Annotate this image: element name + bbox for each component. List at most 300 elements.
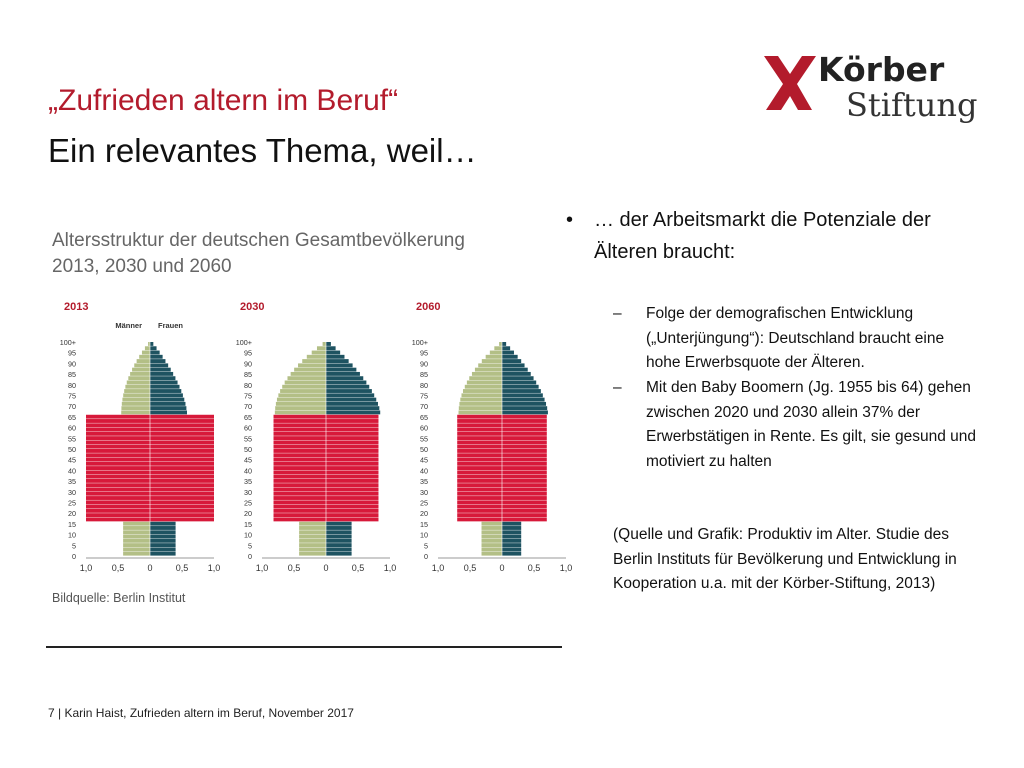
pyramid-bar-men (86, 440, 150, 444)
pyramid-bar-men (86, 509, 150, 513)
pyramid-bar-men (86, 475, 150, 479)
pyramid-bar-men (274, 423, 326, 427)
x-tick-label: 1,0 (559, 563, 573, 573)
pyramid-bar-men (86, 423, 150, 427)
pyramid-bar-women (150, 363, 168, 367)
pyramid-bar-men (137, 359, 150, 363)
pyramid-bar-men (122, 398, 150, 402)
pyramid-bar-women (150, 415, 214, 419)
pyramid-bar-men (457, 466, 502, 470)
age-tick-label: 0 (248, 552, 252, 561)
pyramid-bar-women (326, 385, 369, 389)
pyramid-bar-women (150, 440, 214, 444)
pyramid-bar-men (472, 372, 502, 376)
pyramid-bar-women (502, 547, 521, 551)
x-tick-label: 0,5 (527, 563, 541, 573)
pyramid-bar-women (150, 445, 214, 449)
pyramid-bar-women (150, 436, 214, 440)
pyramid-bar-men (482, 547, 502, 551)
age-tick-label: 85 (68, 370, 76, 380)
x-tick-label: 0,5 (111, 563, 125, 573)
pyramid-bar-women (502, 458, 547, 462)
pyramid-bar-men (457, 419, 502, 423)
age-tick-label: 45 (420, 455, 428, 465)
age-tick-label: 40 (420, 466, 428, 476)
age-tick-label: 10 (244, 530, 252, 540)
age-tick-label: 40 (68, 466, 76, 476)
age-tick-label: 40 (244, 466, 252, 476)
pyramid-bar-men (123, 393, 150, 397)
pyramid-bar-women (502, 445, 547, 449)
pyramid-bar-women (502, 406, 547, 410)
pyramid-bar-women (502, 428, 547, 432)
pyramid-bar-men (130, 372, 150, 376)
pyramid-bar-men (482, 552, 502, 556)
pyramid-bar-men (86, 513, 150, 517)
pyramid-bar-men (134, 363, 150, 367)
pyramid-bar-women (502, 483, 547, 487)
pyramid-bar-women (326, 552, 352, 556)
pyramid-bar-women (502, 393, 543, 397)
age-tick-label: 45 (244, 455, 252, 465)
pyramid-bar-women (326, 526, 352, 530)
pyramid-bar-men (123, 552, 150, 556)
chart-title-line2: 2013, 2030 und 2060 (52, 256, 232, 277)
pyramid-bar-men (482, 543, 502, 547)
pyramid-bar-men (86, 470, 150, 474)
pyramid-bar-women (502, 509, 547, 513)
pyramid-bar-men (274, 449, 326, 453)
pyramid-bar-men (494, 346, 502, 350)
pyramid-bar-men (86, 500, 150, 504)
pyramid-bar-women (326, 372, 360, 376)
pyramid-bar-women (150, 513, 214, 517)
pyramid-bar-men (459, 406, 502, 410)
pyramid-bar-women (502, 535, 521, 539)
bullet-marker: • (566, 209, 574, 231)
pyramid-bar-women (326, 389, 372, 393)
age-tick-label: 75 (420, 391, 428, 401)
pyramid-bar-women (326, 376, 363, 380)
pyramid-bar-men (274, 440, 326, 444)
pyramid-bar-women (326, 453, 378, 457)
age-tick-label: 50 (420, 445, 428, 454)
pyramid-bar-women (150, 492, 214, 496)
pyramid-bar-women (150, 406, 186, 410)
age-tick-label: 90 (68, 359, 76, 369)
age-tick-label: 15 (420, 519, 428, 529)
pyramid-bar-men (275, 406, 326, 410)
pyramid-bar-men (482, 359, 502, 363)
pyramid-bar-women (150, 359, 165, 363)
pyramid-bar-women (502, 415, 547, 419)
pyramid-bar-men (457, 453, 502, 457)
pyramid-bar-women (150, 517, 214, 521)
pyramid-bar-men (86, 445, 150, 449)
pyramid-bar-women (326, 406, 379, 410)
pyramid-bar-women (502, 376, 534, 380)
pyramid-bar-men (274, 475, 326, 479)
pyramid-bar-men (274, 483, 326, 487)
pyramid-bar-women (326, 530, 352, 534)
x-tick-label: 0,5 (287, 563, 301, 573)
age-tick-label: 80 (68, 380, 76, 390)
age-tick-label: 55 (420, 434, 428, 444)
pyramid-bar-men (499, 342, 502, 346)
pyramid-bar-men (139, 355, 150, 359)
pyramid-bar-women (150, 342, 153, 346)
pyramid-bar-men (121, 406, 150, 410)
x-tick-label: 1,0 (79, 563, 93, 573)
pyramid-bar-women (326, 359, 349, 363)
pyramid-bar-men (274, 479, 326, 483)
pyramid-bar-men (291, 372, 326, 376)
age-tick-label: 95 (244, 348, 252, 358)
pyramid-bar-men (299, 530, 326, 534)
population-pyramids-chart (44, 292, 573, 592)
age-tick-label: 80 (244, 380, 252, 390)
pyramid-bar-men (459, 402, 502, 406)
pyramid-bar-women (150, 355, 163, 359)
age-tick-label: 100+ (235, 338, 252, 347)
pyramid-bar-women (326, 432, 378, 436)
pyramid-bar-women (502, 423, 547, 427)
chart-title (52, 228, 465, 280)
pyramid-bar-women (326, 445, 378, 449)
pyramid-bar-men (86, 458, 150, 462)
pyramid-bar-men (132, 368, 150, 372)
pyramid-bar-women (326, 458, 378, 462)
pyramid-bar-women (502, 462, 547, 466)
pyramid-bar-men (457, 479, 502, 483)
pyramid-bar-women (502, 342, 506, 346)
pyramid-bar-women (150, 505, 214, 509)
pyramid-bar-men (486, 355, 502, 359)
pyramid-bar-men (86, 505, 150, 509)
pyramid-bar-women (502, 513, 547, 517)
age-tick-label: 95 (68, 348, 76, 358)
pyramid-bar-women (326, 398, 376, 402)
pyramid-bar-women (326, 479, 378, 483)
pyramid-bar-women (502, 479, 547, 483)
age-tick-label: 5 (248, 541, 252, 551)
pyramid-bar-men (298, 363, 326, 367)
pyramid-bar-men (457, 470, 502, 474)
pyramid-bar-women (150, 449, 214, 453)
pyramid-bar-women (150, 402, 185, 406)
pyramid-bar-men (277, 398, 326, 402)
age-tick-label: 10 (68, 530, 76, 540)
pyramid-bar-women (502, 419, 547, 423)
chart-title-line1: Altersstruktur der deutschen Gesamtbevölkerung (52, 230, 465, 251)
pyramid-bar-men (274, 462, 326, 466)
pyramid-bar-women (502, 432, 547, 436)
pyramid-bar-men (490, 351, 502, 355)
age-tick-label: 70 (420, 402, 428, 412)
pyramid-bar-men (274, 445, 326, 449)
pyramid-bar-men (312, 351, 326, 355)
pyramid-bar-women (326, 535, 352, 539)
pyramid-bar-women (326, 381, 366, 385)
pyramid-bar-men (124, 389, 150, 393)
pyramid-bar-women (326, 351, 340, 355)
pyramid-bar-women (150, 432, 214, 436)
pyramid-bar-men (478, 363, 502, 367)
pyramid-bar-men (482, 530, 502, 534)
pyramid-bar-men (123, 543, 150, 547)
pyramid-bar-women (502, 346, 510, 350)
x-tick-label: 1,0 (431, 563, 445, 573)
pyramid-bar-men (287, 376, 326, 380)
pyramid-bar-women (502, 475, 547, 479)
pyramid-bar-women (326, 436, 378, 440)
pyramid-bar-women (502, 552, 521, 556)
age-tick-label: 20 (68, 509, 76, 519)
pyramid-bar-women (502, 359, 521, 363)
pyramid-bar-men (86, 415, 150, 419)
pyramid-bar-women (326, 368, 356, 372)
pyramid-year-label-2030: 2030 (240, 301, 265, 313)
pyramid-year-label-2060: 2060 (416, 301, 441, 313)
pyramid-bar-women (326, 419, 378, 423)
pyramid-bar-men (86, 488, 150, 492)
pyramid-bar-women (502, 539, 521, 543)
pyramid-bar-women (326, 342, 331, 346)
pyramid-bar-women (502, 492, 547, 496)
pyramid-bar-men (145, 346, 150, 350)
age-tick-label: 55 (244, 434, 252, 444)
age-tick-label: 100+ (411, 338, 428, 347)
sub-bullet-text: Mit den Baby Boomern (Jg. 1955 bis 64) gehen zwischen 2020 und 2030 allein 37% der Erwerbstätigen in Rente. Es gilt, sie gesund und motiviert zu halten (646, 379, 976, 470)
pyramid-bar-men (457, 458, 502, 462)
age-tick-label: 20 (420, 509, 428, 519)
pyramid-bar-women (150, 475, 214, 479)
pyramid-bar-men (462, 393, 502, 397)
pyramid-bar-men (457, 445, 502, 449)
age-tick-label: 10 (420, 530, 428, 540)
pyramid-bar-men (299, 543, 326, 547)
pyramid-bar-women (150, 526, 176, 530)
x-tick-label: 0,5 (175, 563, 189, 573)
x-tick-label: 1,0 (383, 563, 397, 573)
pyramid-bar-men (274, 453, 326, 457)
age-tick-label: 20 (244, 509, 252, 519)
x-tick-label: 0 (499, 563, 505, 573)
pyramid-bar-women (502, 385, 539, 389)
pyramid-bar-women (326, 402, 378, 406)
pyramid-bar-men (482, 526, 502, 530)
pyramid-bar-men (86, 462, 150, 466)
pyramid-bar-men (459, 410, 502, 414)
pyramid-bar-men (121, 410, 150, 414)
pyramid-bar-women (150, 410, 187, 414)
pyramid-bar-men (278, 393, 326, 397)
age-tick-label: 80 (420, 380, 428, 390)
pyramid-bar-women (150, 368, 171, 372)
pyramid-bar-women (502, 363, 525, 367)
age-tick-label: 35 (420, 477, 428, 487)
pyramid-bar-women (326, 539, 352, 543)
pyramid-bar-men (274, 509, 326, 513)
pyramid-bar-men (274, 505, 326, 509)
pyramid-bar-men (307, 355, 326, 359)
pyramid-bar-women (326, 440, 378, 444)
x-tick-label: 1,0 (255, 563, 269, 573)
age-tick-label: 0 (424, 552, 428, 561)
age-tick-label: 55 (68, 434, 76, 444)
pyramid-bar-men (299, 522, 326, 526)
age-tick-label: 30 (68, 487, 76, 497)
pyramid-bar-men (482, 539, 502, 543)
pyramid-bar-men (86, 419, 150, 423)
age-tick-label: 85 (420, 370, 428, 380)
pyramid-bar-women (502, 372, 531, 376)
pyramid-bar-women (150, 453, 214, 457)
pyramid-bar-men (457, 415, 502, 419)
pyramid-bar-men (280, 389, 326, 393)
pyramid-bar-women (150, 547, 176, 551)
pyramid-bar-men (482, 535, 502, 539)
pyramid-bar-men (457, 440, 502, 444)
pyramid-bar-men (457, 496, 502, 500)
pyramid-bar-men (125, 385, 150, 389)
age-tick-label: 70 (244, 402, 252, 412)
pyramid-bar-women (502, 436, 547, 440)
pyramid-bar-men (457, 449, 502, 453)
pyramid-bar-men (463, 389, 502, 393)
pyramid-bar-women (150, 376, 175, 380)
pyramid-bar-women (150, 500, 214, 504)
pyramid-bar-men (128, 376, 150, 380)
pyramid-bar-women (326, 466, 378, 470)
x-tick-label: 0 (147, 563, 153, 573)
pyramid-bar-women (502, 351, 514, 355)
age-tick-label: 50 (68, 445, 76, 454)
pyramid-bar-women (150, 509, 214, 513)
pyramid-bar-men (274, 492, 326, 496)
pyramid-bar-men (457, 513, 502, 517)
pyramid-bar-men (127, 381, 150, 385)
pyramid-bar-women (502, 543, 521, 547)
pyramid-bar-women (150, 535, 176, 539)
age-tick-label: 15 (244, 519, 252, 529)
age-tick-label: 75 (68, 391, 76, 401)
pyramid-bar-men (86, 479, 150, 483)
pyramid-bar-women (150, 458, 214, 462)
pyramid-bar-women (150, 543, 176, 547)
pyramid-bar-women (502, 526, 521, 530)
pyramid-bar-men (465, 385, 502, 389)
age-tick-label: 90 (420, 359, 428, 369)
pyramid-bar-men (457, 423, 502, 427)
pyramid-bar-women (150, 385, 180, 389)
age-tick-label: 25 (244, 498, 252, 508)
pyramid-bar-men (274, 488, 326, 492)
age-tick-label: 75 (244, 391, 252, 401)
pyramid-bar-men (123, 547, 150, 551)
pyramid-bar-women (150, 552, 176, 556)
pyramid-bar-men (274, 500, 326, 504)
pyramid-year-label-2013: 2013 (64, 301, 89, 313)
pyramid-bar-men (457, 488, 502, 492)
pyramid-bar-women (502, 410, 548, 414)
age-tick-label: 15 (68, 519, 76, 529)
pyramid-bar-women (326, 547, 352, 551)
pyramid-bar-women (326, 483, 378, 487)
age-tick-label: 60 (244, 423, 252, 433)
pyramid-bar-women (150, 539, 176, 543)
pyramid-bar-men (467, 381, 502, 385)
pyramid-bar-men (86, 492, 150, 496)
pyramid-bar-women (326, 492, 378, 496)
pyramid-bar-men (86, 496, 150, 500)
pyramid-bar-men (457, 436, 502, 440)
pyramid-bar-men (86, 432, 150, 436)
pyramid-bar-women (150, 419, 214, 423)
pyramid-bar-women (150, 389, 181, 393)
pyramid-bar-men (274, 419, 326, 423)
pyramid-bar-men (276, 402, 326, 406)
legend-men-label: Männer (115, 321, 142, 330)
pyramid-bar-men (123, 535, 150, 539)
image-source: Bildquelle: Berlin Institut (52, 591, 186, 605)
pyramid-bar-women (326, 505, 378, 509)
pyramid-bar-men (274, 436, 326, 440)
pyramid-bar-women (502, 355, 518, 359)
pyramid-bar-men (460, 398, 502, 402)
pyramid-bar-women (502, 500, 547, 504)
age-tick-label: 5 (72, 541, 76, 551)
pyramid-bar-men (469, 376, 502, 380)
x-tick-label: 1,0 (207, 563, 221, 573)
pyramid-bar-women (502, 440, 547, 444)
pyramid-bar-women (326, 363, 353, 367)
pyramid-bar-women (326, 496, 378, 500)
age-tick-label: 30 (420, 487, 428, 497)
pyramid-bar-men (457, 428, 502, 432)
pyramid-bar-women (326, 393, 374, 397)
pyramid-bar-men (86, 428, 150, 432)
pyramid-bar-men (457, 483, 502, 487)
pyramid-bar-women (326, 475, 378, 479)
pyramid-bar-men (482, 522, 502, 526)
pyramid-bar-women (326, 462, 378, 466)
slide-subtitle: Ein relevantes Thema, weil… (48, 132, 477, 169)
age-tick-label: 85 (244, 370, 252, 380)
pyramid-bar-men (86, 483, 150, 487)
pyramid-bar-women (150, 428, 214, 432)
pyramid-bar-women (150, 496, 214, 500)
pyramid-bar-women (502, 466, 547, 470)
pyramid-bar-men (86, 453, 150, 457)
pyramid-bar-women (502, 488, 547, 492)
legend-women-label: Frauen (158, 321, 184, 330)
age-tick-label: 5 (424, 541, 428, 551)
main-bullet-text: … der Arbeitsmarkt die Potenziale der Älteren braucht: (594, 209, 931, 263)
pyramid-bar-men (457, 492, 502, 496)
pyramid-bar-men (123, 522, 150, 526)
pyramid-bar-women (150, 381, 178, 385)
pyramid-bar-men (274, 470, 326, 474)
pyramid-bar-men (299, 552, 326, 556)
pyramid-bar-women (326, 509, 378, 513)
pyramid-bar-men (457, 517, 502, 521)
pyramid-bar-women (150, 372, 173, 376)
pyramid-bar-men (86, 449, 150, 453)
age-tick-label: 45 (68, 455, 76, 465)
pyramid-bar-men (457, 509, 502, 513)
sub-bullet-marker: – (613, 305, 622, 322)
